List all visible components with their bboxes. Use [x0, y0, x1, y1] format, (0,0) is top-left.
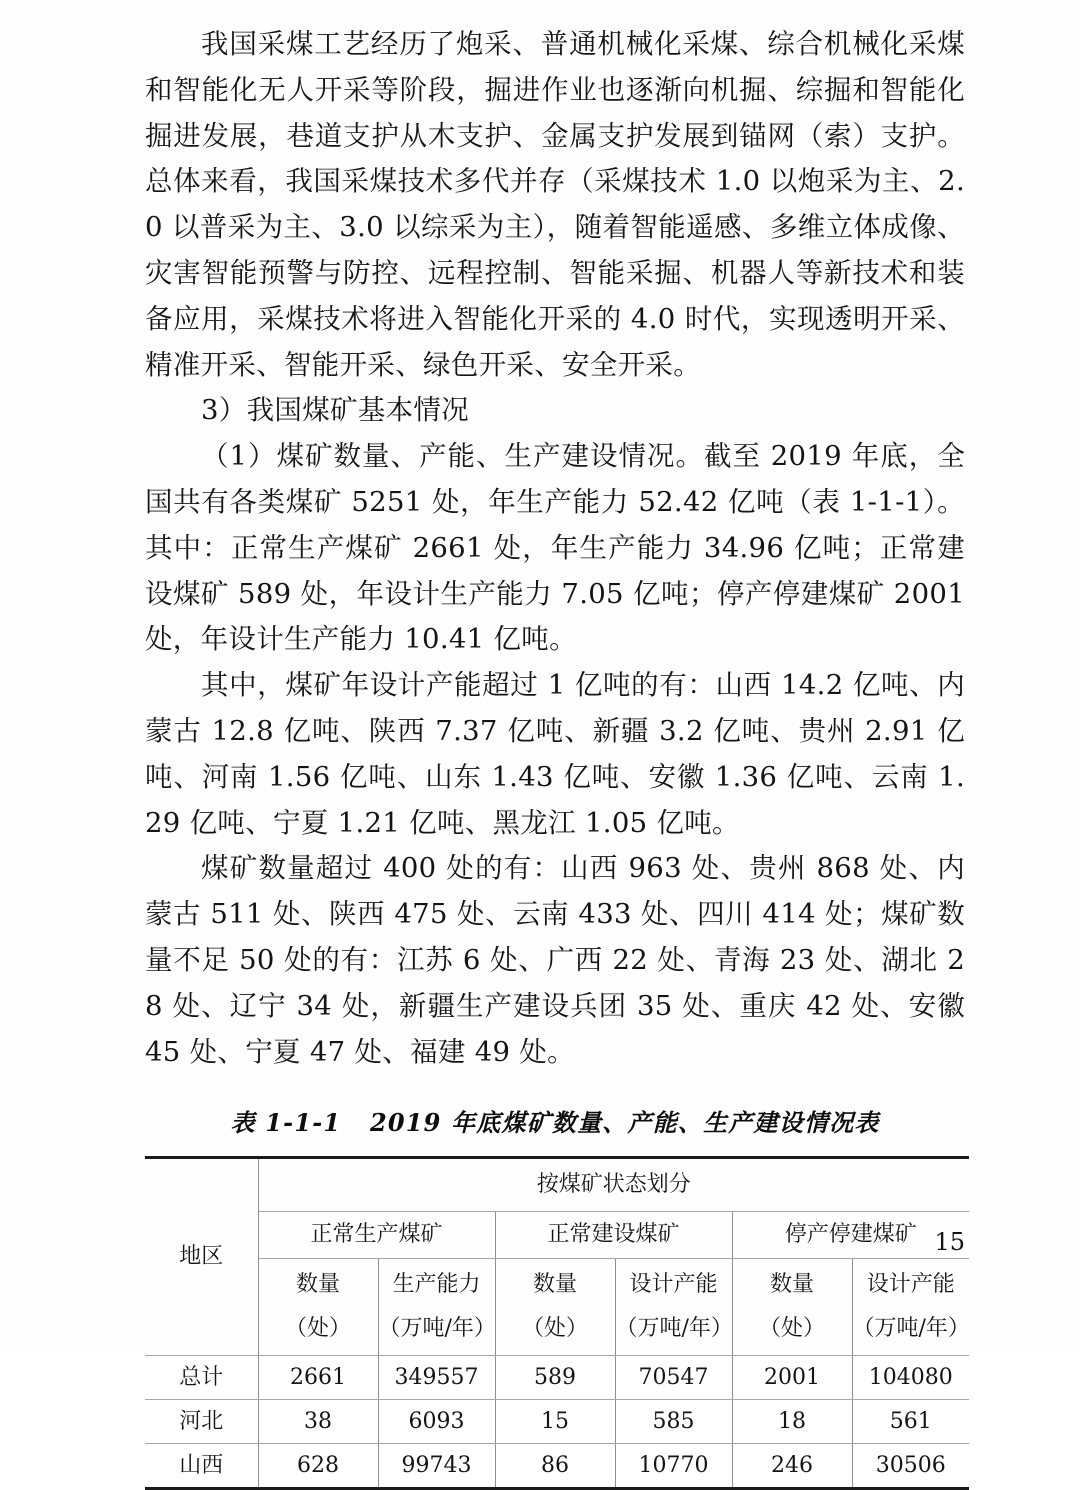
cell-value: 18 [732, 1400, 852, 1444]
cell-value: 104080 [852, 1356, 969, 1400]
cell-value: 99743 [378, 1444, 495, 1489]
table-header-status-producing: 正常生产煤矿 [258, 1212, 495, 1259]
table-header-status-constructing: 正常建设煤矿 [495, 1212, 732, 1259]
metric-name-4: 设计产能 [629, 1272, 718, 1298]
table-header-metric-1 [258, 1259, 378, 1356]
coal-mine-statistics-table [145, 1156, 969, 1490]
metric-name-6: 设计产能 [866, 1272, 955, 1298]
metric-name-2: 生产能力 [392, 1272, 481, 1298]
table-header-row-group [145, 1158, 969, 1212]
metric-name-5: 数量 [769, 1272, 814, 1298]
cell-value: 2001 [732, 1356, 852, 1400]
metric-unit-1: （处） [284, 1316, 351, 1342]
metric-unit-3: （处） [521, 1316, 588, 1342]
table-header-metric-2 [378, 1259, 495, 1356]
metric-name-3: 数量 [532, 1272, 577, 1298]
paragraph-mine-counts-capacity: （1）煤矿数量、产能、生产建设情况。截至 2019 年底，全国共有各类煤矿 5251 处，年生产能力 52.42 亿吨（表 1-1-1）。其中：正常生产煤矿 2661 处，年生产能力 34.96 亿吨；正常建设煤矿 589 处，年设计生产能力 7.05 亿吨；停产停建煤矿 2001 处，年设计生产能力 10.41 亿吨。 [145, 440, 965, 656]
table-body [145, 1356, 969, 1489]
cell-region: 山西 [145, 1444, 258, 1489]
heading-coal-mine-overview: 3）我国煤矿基本情况 [201, 394, 469, 427]
table-row [145, 1444, 969, 1489]
metric-name-1: 数量 [295, 1272, 340, 1298]
paragraph-province-mine-counts: 煤矿数量超过 400 处的有：山西 963 处、贵州 868 处、内蒙古 511 处、陕西 475 处、云南 433 处、四川 414 处；煤矿数量不足 50 处的有：江苏 6 处、广西 22 处、青海 23 处、湖北 28 处、辽宁 34 处，新疆生产建设兵团 35 处、重庆 42 处、安徽 45 处、宁夏 47 处、福建 49 处。 [145, 852, 965, 1068]
cell-value: 10770 [615, 1444, 732, 1489]
paragraph-mining-technology: 我国采煤工艺经历了炮采、普通机械化采煤、综合机械化采煤和智能化无人开采等阶段，掘进作业也逐渐向机掘、综掘和智能化掘进发展，巷道支护从木支护、金属支护发展到锚网（索）支护。总体来看，我国采煤技术多代并存（采煤技术 1.0 以炮采为主、2.0 以普采为主、3.0 以综采为主），随着智能遥感、多维立体成像、灾害智能预警与防控、远程控制、智能采掘、机器人等新技术和装备应用，采煤技术将进入智能化开采的 4.0 时代，实现透明开采、精准开采、智能开采、绿色开采、安全开采。 [145, 28, 965, 381]
table-header-region: 地区 [145, 1158, 258, 1356]
cell-value: 589 [495, 1356, 615, 1400]
metric-unit-2: （万吨/年） [378, 1316, 496, 1342]
metric-unit-6: （万吨/年） [852, 1316, 970, 1342]
cell-value: 561 [852, 1400, 969, 1444]
metric-unit-4: （万吨/年） [615, 1316, 733, 1342]
cell-value: 70547 [615, 1356, 732, 1400]
cell-region: 总计 [145, 1356, 258, 1400]
cell-value: 585 [615, 1400, 732, 1444]
paragraph-province-capacity: 其中，煤矿年设计产能超过 1 亿吨的有：山西 14.2 亿吨、内蒙古 12.8 亿吨、陕西 7.37 亿吨、新疆 3.2 亿吨、贵州 2.91 亿吨、河南 1.56 亿吨、山东 1.43 亿吨、安徽 1.36 亿吨、云南 1.29 亿吨、宁夏 1.21 亿吨、黑龙江 1.05 亿吨。 [145, 669, 965, 839]
page-content [145, 22, 970, 1490]
table-header-status-halted: 停产停建煤矿 [732, 1212, 969, 1259]
metric-unit-5: （处） [758, 1316, 825, 1342]
table-header-row-metric [145, 1259, 969, 1356]
cell-value: 30506 [852, 1444, 969, 1489]
table-header-metric-6 [852, 1259, 969, 1356]
cell-value: 15 [495, 1400, 615, 1444]
cell-value: 86 [495, 1444, 615, 1489]
cell-value: 2661 [258, 1356, 378, 1400]
cell-value: 246 [732, 1444, 852, 1489]
table-container [145, 1156, 970, 1490]
cell-value: 349557 [378, 1356, 495, 1400]
cell-value: 38 [258, 1400, 378, 1444]
cell-value: 628 [258, 1444, 378, 1489]
cell-value: 6093 [378, 1400, 495, 1444]
table-header-group: 按煤矿状态划分 [258, 1158, 969, 1212]
table-head [145, 1158, 969, 1356]
table-header-metric-4 [615, 1259, 732, 1356]
table-caption: 表 1-1-1 2019 年底煤矿数量、产能、生产建设情况表 [230, 1108, 880, 1138]
table-row [145, 1400, 969, 1444]
table-header-metric-3 [495, 1259, 615, 1356]
page-number: 15 [934, 1228, 965, 1256]
cell-region: 河北 [145, 1400, 258, 1444]
table-header-metric-5 [732, 1259, 852, 1356]
table-row [145, 1356, 969, 1400]
